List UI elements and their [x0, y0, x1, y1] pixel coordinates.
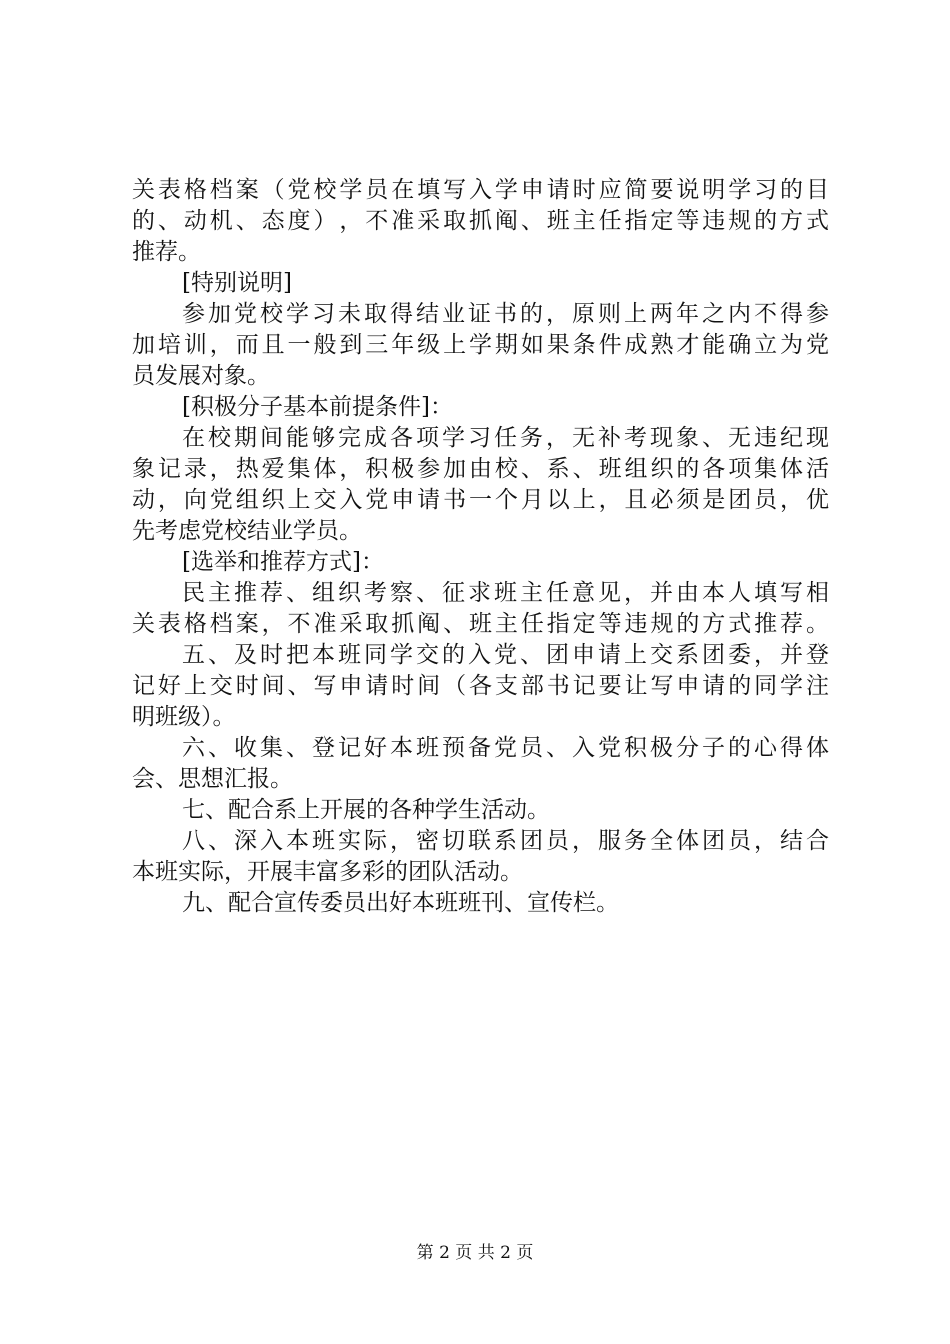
text-line: 明班级）。	[132, 704, 236, 730]
text-line: 六 、 收 集 、 登 记 好 本 班 预 备 党 员 、 入 党 积 极 分 子 的 心 得 体	[182, 735, 829, 761]
text-line: 八 、 深 入 本 班 实 际 ， 密 切 联 系 团 员 ， 服 务 全 体 团 员 ， 结 合	[182, 828, 829, 854]
text-line: 九、配合宣传委员出好本班班刊、宣传栏。	[182, 890, 619, 916]
text-line: 五 、 及 时 把 本 班 同 学 交 的 入 党 、 团 申 请 上 交 系 团 委 ， 并 登	[182, 642, 829, 668]
text-line: 记 好 上 交 时 间 、 写 申 请 时 间 （ 各 支 部 书 记 要 让 写 申 请 的 同 学 注	[132, 673, 829, 699]
text-line: 七、配合系上开展的各种学生活动。	[182, 797, 550, 823]
text-line: 象 记 录 ， 热 爱 集 体 ， 积 极 参 加 由 校 、 系 、 班 组 织 的 各 项 集 体 活	[132, 456, 829, 482]
page-footer	[0, 1242, 950, 1264]
text-line: 本班实际，开展丰富多彩的团队活动。	[132, 859, 523, 885]
text-line: 先考虑党校结业学员。	[132, 518, 362, 544]
text-line: 动 ， 向 党 组 织 上 交 入 党 申 请 书 一 个 月 以 上 ， 且 必 须 是 团 员 ， 优	[132, 487, 829, 513]
text-line: 参 加 党 校 学 习 未 取 得 结 业 证 书 的 ， 原 则 上 两 年 之 内 不 得 参	[182, 301, 829, 327]
text-line: 员发展对象。	[132, 363, 270, 389]
text-line: 在 校 期 间 能 够 完 成 各 项 学 习 任 务 ， 无 补 考 现 象 、 无 违 纪 现	[182, 425, 829, 451]
text-line: [特别说明]	[182, 270, 292, 296]
text-line: [积极分子基本前提条件]：	[182, 394, 453, 420]
text-line: 加 培 训 ， 而 且 一 般 到 三 年 级 上 学 期 如 果 条 件 成 熟 才 能 确 立 为 党	[132, 332, 829, 358]
text-line: 的 、 动 机 、 态 度 ） ， 不 准 采 取 抓 阄 、 班 主 任 指 定 等 违 规 的 方 式	[132, 208, 829, 234]
text-line: 关 表 格 档 案 ， 不 准 采 取 抓 阄 、 班 主 任 指 定 等 违 规 的 方 式 推 荐 。	[132, 611, 829, 637]
document-body	[132, 175, 829, 919]
page-number: 第 2 页 共 2 页	[416, 1243, 534, 1263]
text-line: 推荐。	[132, 239, 201, 265]
text-line: 关 表 格 档 案 （ 党 校 学 员 在 填 写 入 学 申 请 时 应 简 要 说 明 学 习 的 目	[132, 177, 829, 203]
text-line: [选举和推荐方式]：	[182, 549, 384, 575]
text-line: 会、思想汇报。	[132, 766, 293, 792]
text-line: 民 主 推 荐 、 组 织 考 察 、 征 求 班 主 任 意 见 ， 并 由 本 人 填 写 相	[182, 580, 829, 606]
